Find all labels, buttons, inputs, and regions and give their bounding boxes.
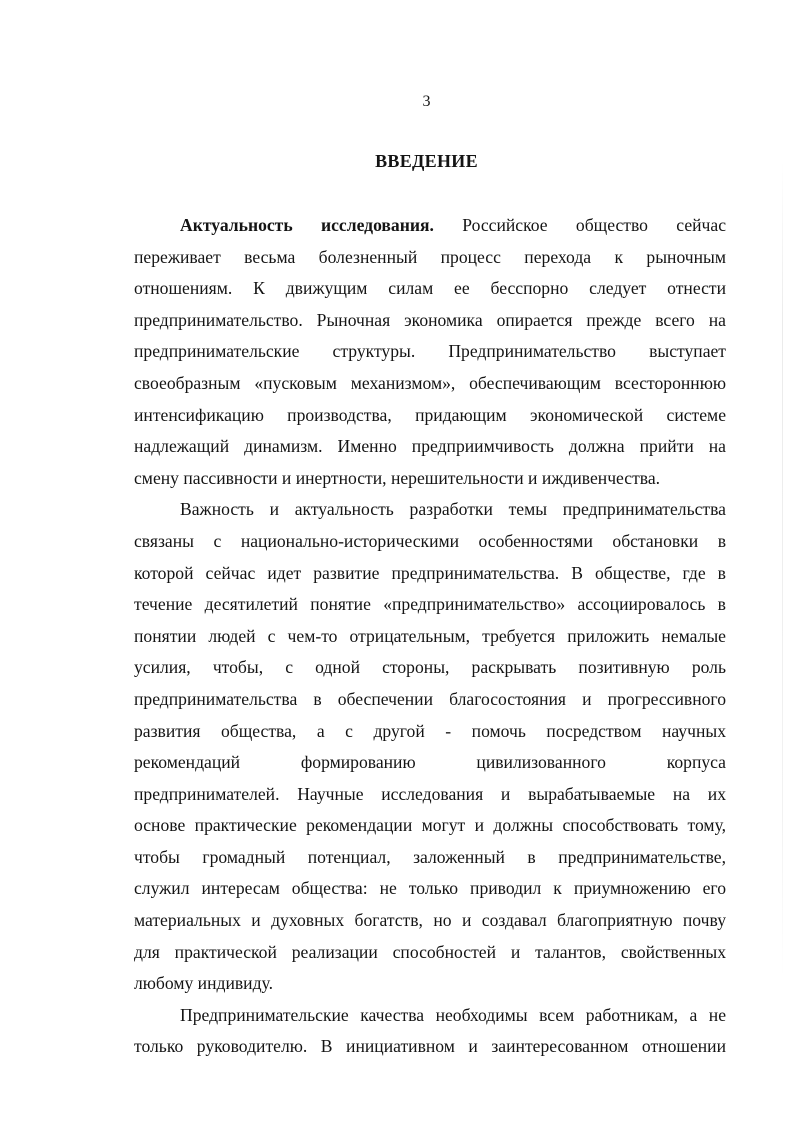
paragraph-2-line-11: основе практические рекомендации могут и должны способствовать тому, [134, 815, 726, 836]
paragraph-2-line-14: материальных и духовных богатств, но и создавал благоприятную почву [134, 910, 726, 931]
paragraph-2-line-15: для практической реализации способностей и талантов, свойственных [134, 941, 726, 962]
paragraph-1-line-6: своеобразным «пусковым механизмом», обеспечивающим всестороннюю [134, 372, 726, 393]
paragraph-2-line-9: рекомендаций формированию цивилизованного корпуса [134, 752, 726, 773]
paragraph-2-line-12: чтобы громадный потенциал, заложенный в предпринимательстве, [134, 846, 726, 867]
paragraph-1-line-9: смену пассивности и инертности, нерешительности и иждивенчества. [134, 467, 661, 488]
lead-phrase: Актуальность исследования. [180, 215, 434, 235]
paragraph-1-line-4: предпринимательство. Рыночная экономика опирается прежде всего на [134, 309, 726, 330]
paragraph-2-line-5: понятии людей с чем-то отрицательным, требуется приложить немалые [134, 625, 726, 646]
paragraph-2-line-1: Важность и актуальность разработки темы предпринимательства [180, 499, 726, 520]
body-text [134, 210, 726, 1063]
paragraph-2-line-8: развития общества, а с другой - помочь посредством научных [134, 720, 726, 741]
paragraph-2-line-3: которой сейчас идет развитие предпринимательства. В обществе, где в [134, 562, 726, 583]
paragraph-3-line-1: Предпринимательские качества необходимы всем работникам, а не [180, 1004, 726, 1025]
paragraph-2-line-10: предпринимателей. Научные исследования и вырабатываемые на их [134, 783, 726, 804]
paragraph-1-line-3: отношениям. К движущим силам ее бесспорно следует отнести [134, 278, 726, 299]
paragraph-2-line-7: предпринимательства в обеспечении благосостояния и прогрессивного [134, 688, 726, 709]
paragraph-2-line-13: служил интересам общества: не только приводил к приумножению его [134, 878, 726, 899]
paragraph-1-line-1-text: Российское общество сейчас [433, 215, 726, 235]
paragraph-2-line-4: течение десятилетий понятие «предпринимательство» ассоциировалось в [134, 594, 726, 615]
paragraph-1-line-5: предпринимательские структуры. Предпринимательство выступает [134, 341, 726, 362]
paragraph-2-line-2: связаны с национально-историческими особенностями обстановки в [134, 530, 726, 551]
paragraph-2-line-6: усилия, чтобы, с одной стороны, раскрывать позитивную роль [134, 657, 726, 678]
paragraph-3-line-2: только руководителю. В инициативном и заинтересованном отношении [134, 1036, 726, 1057]
paragraph-1-line-1 [134, 210, 726, 242]
scan-edge-shadow [782, 160, 783, 980]
paragraph-1-line-8: надлежащий динамизм. Именно предприимчивость должна прийти на [134, 436, 726, 457]
paragraph-1-line-2: переживает весьма болезненный процесс перехода к рыночным [134, 246, 726, 267]
paragraph-2-line-16: любому индивиду. [134, 973, 273, 994]
section-heading: ВВЕДЕНИЕ [375, 151, 478, 171]
paragraph-1-line-7: интенсификацию производства, придающим экономической системе [134, 404, 726, 425]
page-number: 3 [422, 93, 431, 110]
